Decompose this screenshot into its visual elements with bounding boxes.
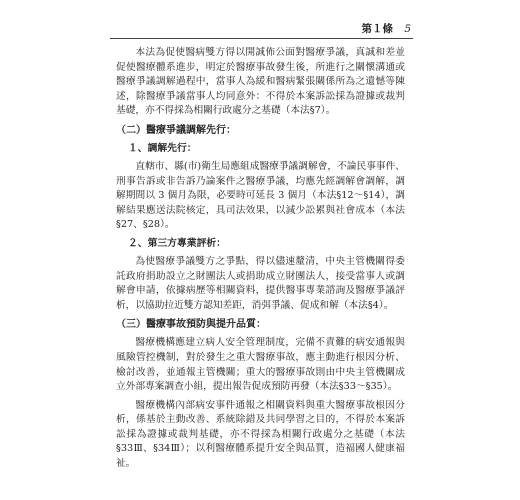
article-heading: 第１條 bbox=[361, 23, 393, 35]
mediation-paragraph: 直轄市、縣(市)衛生局應組成醫療爭議調解會，不論民事事件、刑事告訴或非告訴乃論案件之醫療爭議，均應先經調解會調解，調解期間以 3 個月為限，必要時可延長 3 個月（本法§12～§14），調解結果應送法院核定，具司法效果，以減少訟累與社會成本（本法§27、§28）。 bbox=[116, 160, 405, 231]
prevention-paragraph-2: 醫療機構內部病安事件通報之相關資料與重大醫療事故根因分析，係基於主動改善、系統除錯及共同學習之目的，不得於本案訴訟採為證據或裁判基礎，亦不得採為相關行政處分之基礎（本法§33Ⅲ、§34Ⅲ）；以利醫療體系提升安全與品質，造福國人健康福祉。 bbox=[116, 399, 405, 470]
prevention-paragraph-1: 醫療機構應建立病人安全管理制度，完備不責難的病安通報與風險管控機制，對於發生之重大醫療事故，應主動進行根因分析、檢討改善，並通報主管機關；重大的醫療事故則由中央主管機關成立外部專案調查小組，提出報告促成預防再發（本法§33～§35）。 bbox=[116, 337, 405, 393]
subsection-heading-third-party-review: ２、第三方專業評析： bbox=[128, 237, 226, 249]
page-header bbox=[110, 22, 413, 36]
document-body bbox=[116, 46, 405, 476]
third-party-review-paragraph: 為使醫療爭議雙方之爭點，得以儘速釐清，中央主管機關得委託政府捐助設立之財團法人或捐助成立財團法人，接受當事人或調解會申請，依據病歷等相關資料，提供醫事專業諮詢及醫療爭議評析，以協助拉近雙方認知差距，消弭爭議、促成和解（本法§4）。 bbox=[116, 255, 405, 311]
section-heading-mediation-first: （二）醫療爭議調解先行： bbox=[116, 124, 236, 136]
header-divider bbox=[110, 38, 413, 39]
section-heading-prevention-quality: （三）醫療事故預防與提升品質： bbox=[116, 319, 266, 331]
page-number: 5 bbox=[404, 23, 411, 35]
intro-paragraph: 本法為促使醫病雙方得以開誠佈公面對醫療爭議，真誠和差並促使醫療體系進步，明定於醫療事故發生後，所進行之關懷溝通或醫療爭議調解過程中，當事人為緩和醫病緊張關係所為之遺憾等陳述，除醫療爭議當事人均同意外：不得於本案訴訟採為證據或裁判基礎，亦不得採為相關行政處分之基礎（本法§7）。 bbox=[116, 47, 405, 117]
subsection-heading-mediation: １、調解先行： bbox=[128, 142, 197, 154]
